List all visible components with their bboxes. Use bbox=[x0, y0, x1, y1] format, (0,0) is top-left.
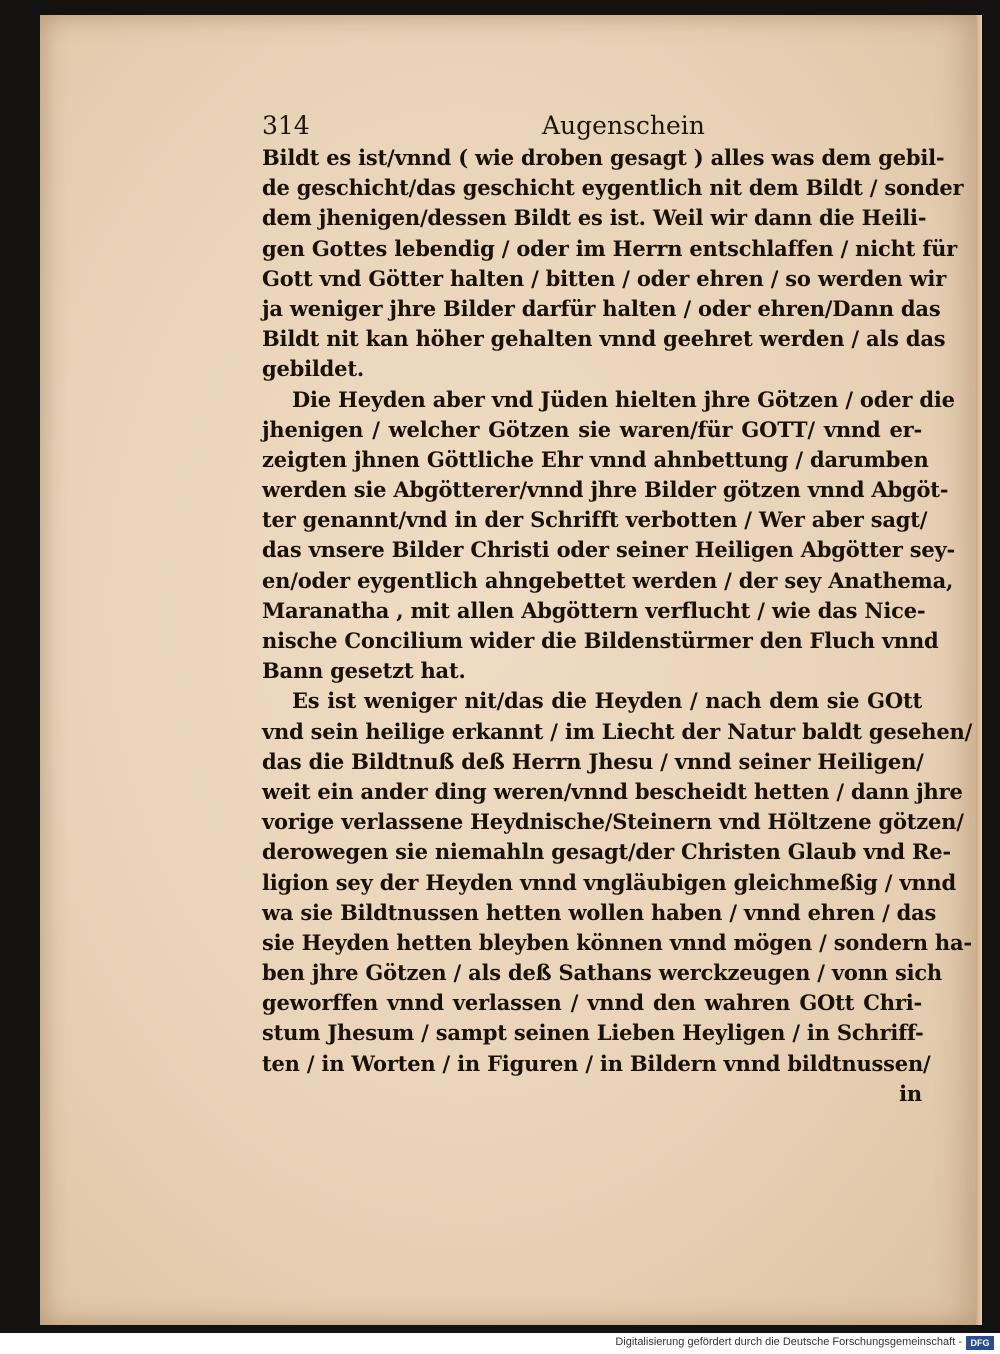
text-line: Bildt nit kan höher gehalten vnnd geehret werden / als das bbox=[262, 326, 946, 352]
text-line: geworffen vnnd verlassen / vnnd den wahren GOtt Chri- bbox=[262, 990, 922, 1016]
catchword: in bbox=[899, 1080, 922, 1106]
text-line: das die Bildtnuß deß Herrn Jhesu / vnnd seiner Heiligen/ bbox=[262, 748, 924, 774]
dfg-logo: DFG bbox=[966, 1336, 994, 1350]
text-line: de geschicht/das geschicht eygentlich nit dem Bildt / sonder bbox=[262, 175, 964, 201]
text-line: Gott vnd Götter halten / bitten / oder ehren / so werden wir bbox=[262, 265, 947, 291]
dfg-credit-text: Digitalisierung gefördert durch die Deutsche Forschungsgemeinschaft - bbox=[615, 1336, 962, 1348]
text-line: nische Concilium wider die Bildenstürmer den Fluch vnnd bbox=[262, 628, 939, 653]
page-number: 314 bbox=[262, 111, 310, 140]
text-line: wa sie Bildtnussen hetten wollen haben / vnnd ehren / das bbox=[262, 899, 937, 925]
text-line: stum Jhesum / sampt seinen Lieben Heyligen / in Schriff- bbox=[262, 1020, 924, 1046]
paragraph-start-line: Es ist weniger nit/das die Heyden / nach dem sie GOtt bbox=[292, 688, 922, 714]
text-line: ter genannt/vnd in der Schrifft verbotten / Wer aber sagt/ bbox=[262, 507, 928, 533]
page-edge bbox=[976, 15, 982, 1325]
text-line: das vnsere Bilder Christi oder seiner Heiligen Abgötter sey- bbox=[262, 537, 956, 563]
text-line: ten / in Worten / in Figuren / in Bildern vnnd bildtnussen/ bbox=[262, 1050, 931, 1076]
text-line: ja weniger jhre Bilder darfür halten / oder ehren/Dann das bbox=[262, 295, 941, 321]
text-line: vorige verlassene Heydnische/Steinern vnd Höltzene götzen/ bbox=[262, 809, 964, 835]
digitization-footer bbox=[0, 1333, 1000, 1354]
text-line: sie Heyden hetten bleyben können vnnd mögen / sondern ha- bbox=[262, 929, 972, 955]
text-line: derowegen sie niemahln gesagt/der Christen Glaub vnd Re- bbox=[262, 839, 951, 865]
text-line: gebildet. bbox=[262, 356, 364, 382]
page-header bbox=[262, 111, 922, 145]
text-line: ben jhre Götzen / als deß Sathans werckzeugen / vonn sich bbox=[262, 960, 943, 986]
text-line: en/oder eygentlich ahngebettet werden / der sey Anathema, bbox=[262, 567, 954, 593]
body-text bbox=[262, 143, 973, 1109]
text-line: jhenigen / welcher Götzen sie waren/für GOTT/ vnnd er- bbox=[262, 416, 922, 442]
text-line: Bildt es ist/vnnd ( wie droben gesagt ) alles was dem gebil- bbox=[262, 145, 945, 170]
text-line: Maranatha , mit allen Abgöttern verflucht / wie das Nice- bbox=[262, 597, 926, 623]
text-line: dem jhenigen/dessen Bildt es ist. Weil wir dann die Heili- bbox=[262, 205, 927, 231]
paragraph-start-line: Die Heyden aber vnd Jüden hielten jhre Götzen / oder die bbox=[292, 386, 955, 412]
text-line: gen Gottes lebendig / oder im Herrn entschlaffen / nicht für bbox=[262, 235, 958, 261]
text-line: werden sie Abgötterer/vnnd jhre Bilder götzen vnnd Abgöt- bbox=[262, 477, 949, 503]
text-line: zeigten jhnen Göttliche Ehr vnnd ahnbettung / darumben bbox=[262, 446, 929, 472]
running-head: Augenschein bbox=[542, 111, 705, 140]
text-line: Bann gesetzt hat. bbox=[262, 658, 466, 684]
text-line: weit ein ander ding weren/vnnd bescheidt hetten / dann jhre bbox=[262, 778, 963, 804]
text-line: ligion sey der Heyden vnnd vngläubigen gleichmeßig / vnnd bbox=[262, 869, 956, 895]
text-line: vnd sein heilige erkannt / im Liecht der Natur baldt gesehen/ bbox=[262, 718, 973, 744]
